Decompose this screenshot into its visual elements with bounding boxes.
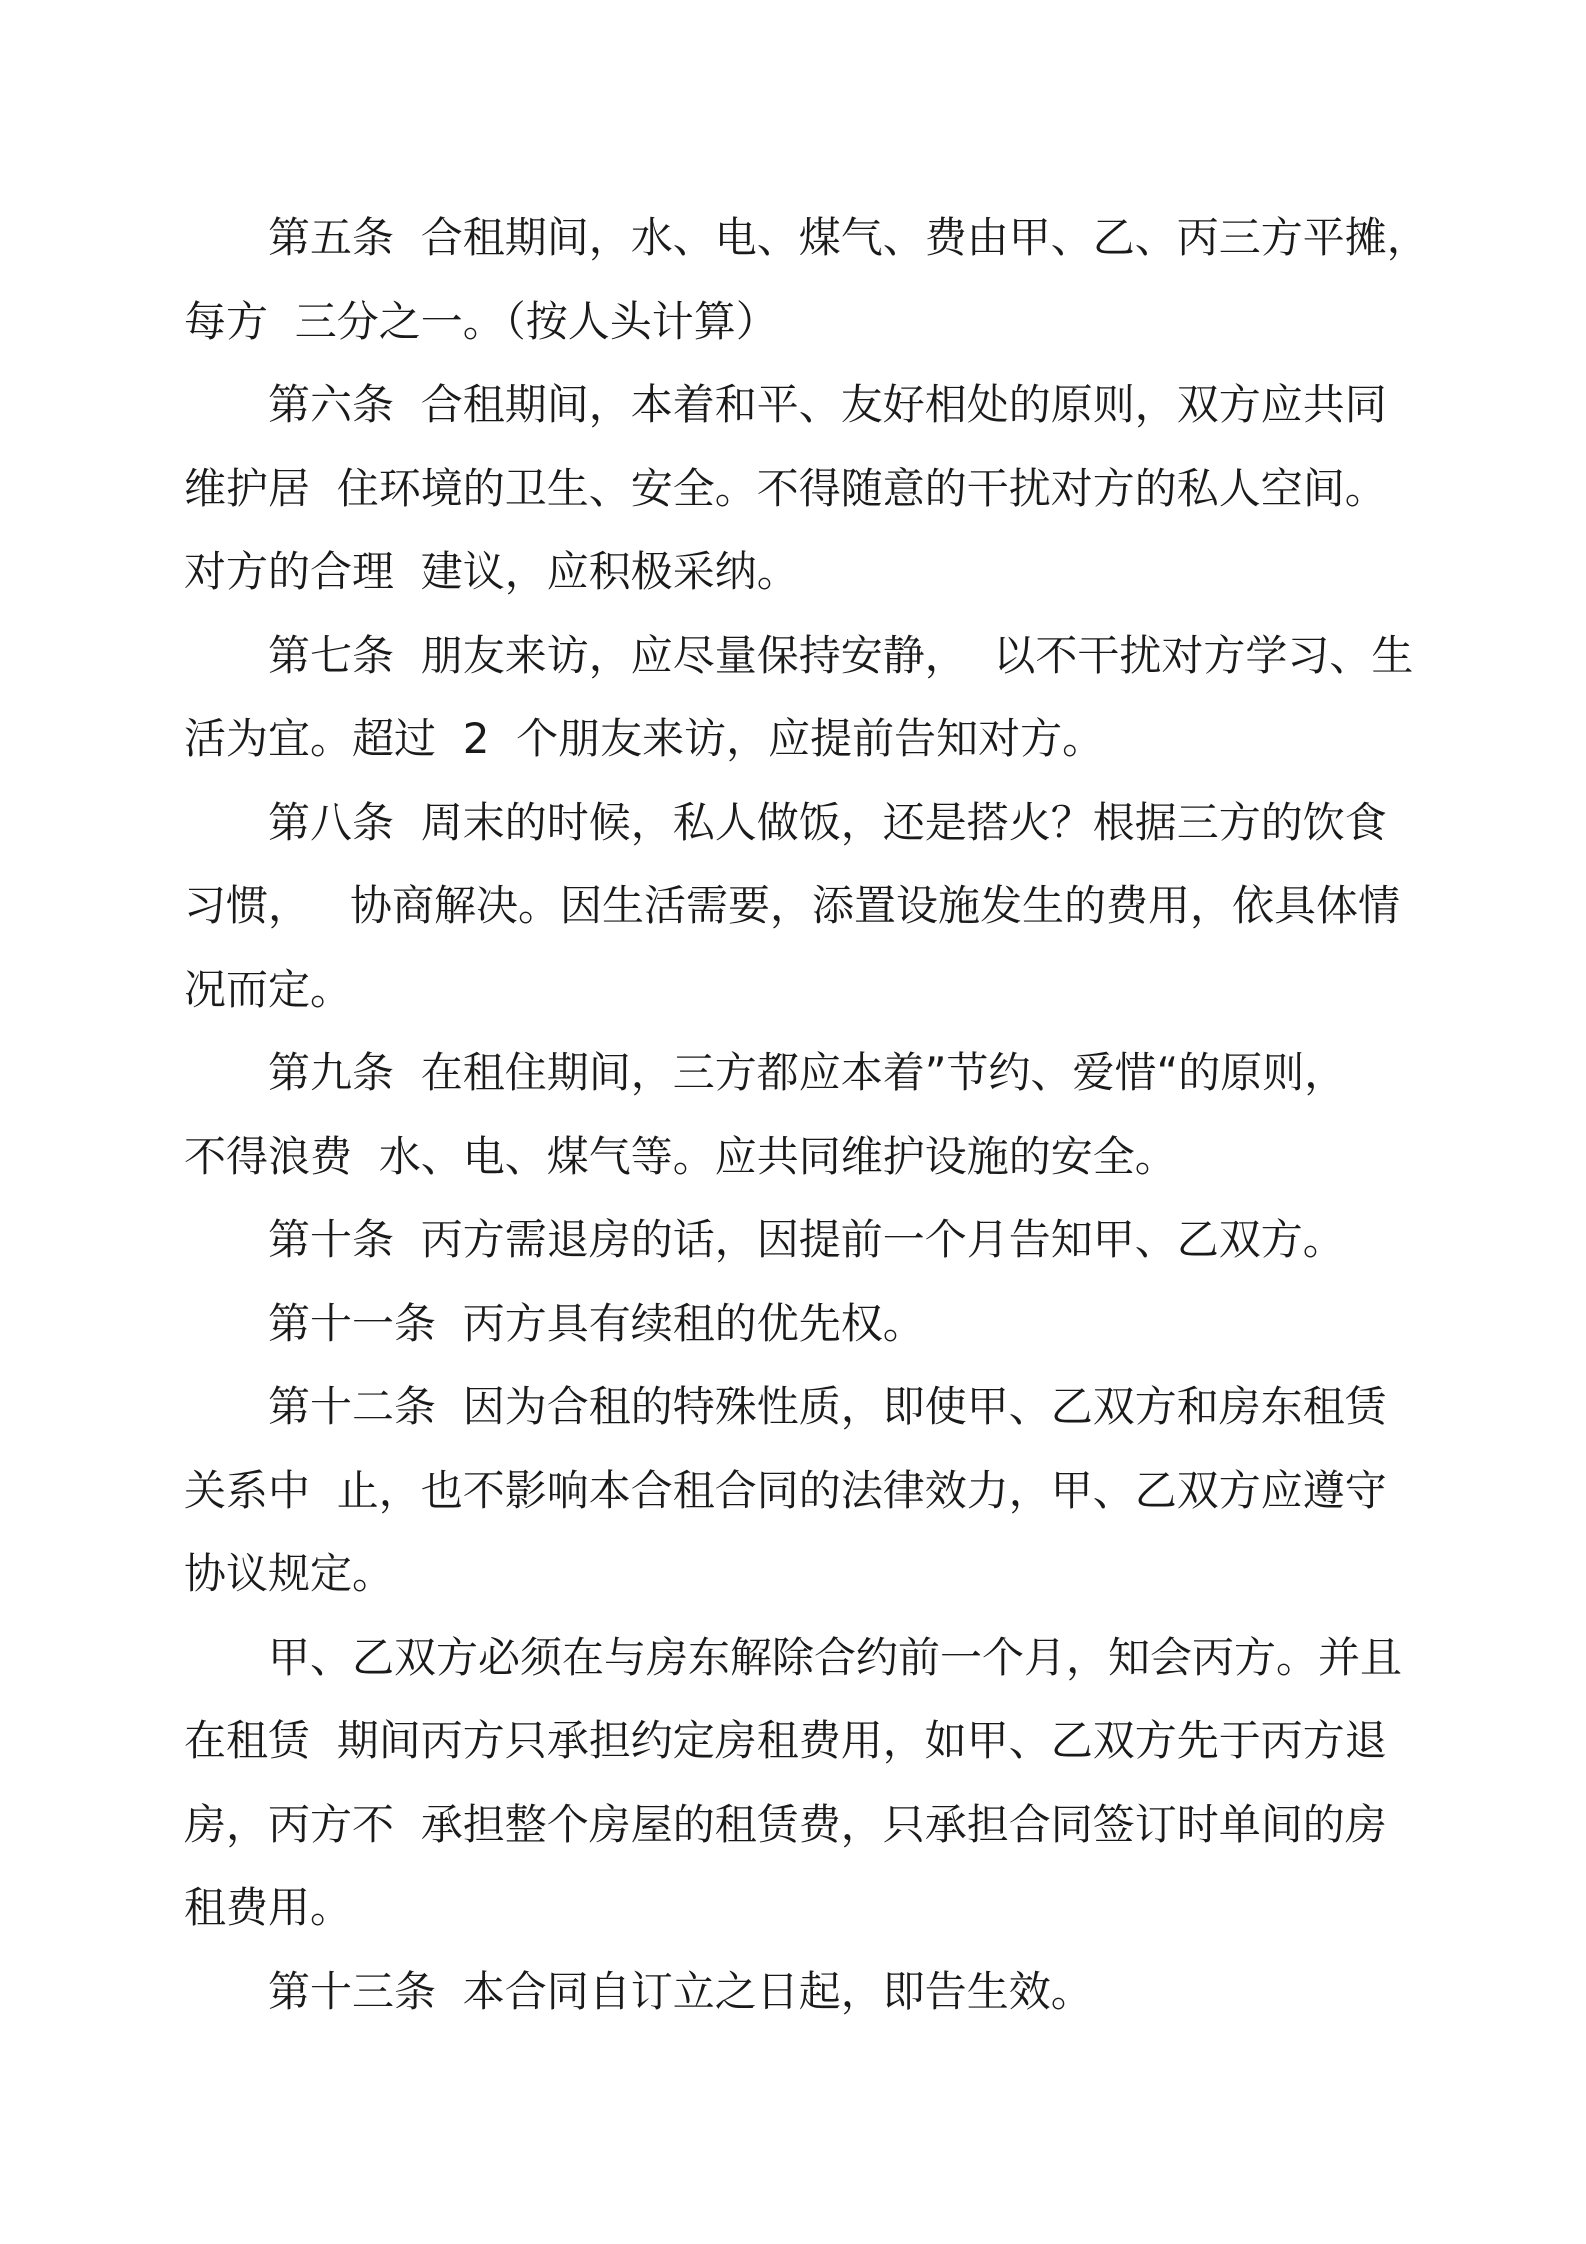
text-line: 租费用。	[184, 1883, 353, 1932]
clause-5	[184, 196, 1429, 363]
clause-12-supplement	[184, 1616, 1424, 1950]
text-line: 第八条 周末的时候，私人做饭，还是搭火？根据三方的饮食	[268, 797, 1387, 847]
text-line: 协议规定。	[184, 1549, 395, 1598]
document-body	[184, 196, 1429, 2033]
clause-7	[184, 614, 1424, 781]
text-line: 关系中 止，也不影响本合租合同的法律效力，甲、乙双方应遵守	[184, 1465, 1387, 1515]
clause-11	[184, 1282, 1424, 1366]
text-line: 不得浪费 水、电、煤气等。应共同维护设施的安全。	[184, 1131, 1177, 1181]
text-line: 甲、乙双方必须在与房东解除合约前一个月，知会丙方。并且	[268, 1632, 1403, 1682]
text-line: 第七条 朋友来访，应尽量保持安静， 以不干扰对方学习、生	[268, 630, 1414, 680]
clause-10	[184, 1198, 1424, 1282]
text-line: 房，丙方不 承担整个房屋的租赁费，只承担合同签订时单间的房	[184, 1799, 1387, 1849]
text-line: 第十二条 因为合租的特殊性质，即使甲、乙双方和房东租赁	[268, 1382, 1387, 1431]
text-line: 第十三条 本合同自订立之日起，即告生效。	[268, 1966, 1093, 2016]
clause-12	[184, 1365, 1424, 1616]
text-line: 对方的合理 建议，应积极采纳。	[184, 547, 799, 596]
text-line: 每方 三分之一。（按人头计算）	[184, 296, 778, 346]
text-line: 况而定。	[184, 964, 353, 1014]
text-line: 第六条 合租期间，本着和平、友好相处的原则，双方应共同	[268, 380, 1387, 429]
text-line: 习惯， 协商解决。因生活需要，添置设施发生的费用，依具体情	[184, 881, 1401, 930]
text-line: 第五条 合租期间，水、电、煤气、费由甲、乙、丙三方平摊，	[268, 213, 1429, 262]
text-line: 第十一条 丙方具有续租的优先权。	[268, 1298, 925, 1348]
text-line: 活为宜。超过 2 个朋友来访，应提前告知对方。	[184, 714, 1105, 763]
text-line: 第九条 在租住期间，三方都应本着”节约、爱惜“的原则，	[268, 1048, 1347, 1097]
text-line: 维护居 住环境的卫生、安全。不得随意的干扰对方的私人空间。	[184, 463, 1387, 513]
clause-6	[184, 363, 1424, 614]
clause-9	[184, 1031, 1424, 1198]
clause-13	[184, 1950, 1424, 2034]
text-line: 第十条 丙方需退房的话，因提前一个月告知甲、乙双方。	[268, 1215, 1345, 1264]
clause-8	[184, 781, 1424, 1032]
text-line: 在租赁 期间丙方只承担约定房租费用，如甲、乙双方先于丙方退	[184, 1716, 1387, 1765]
